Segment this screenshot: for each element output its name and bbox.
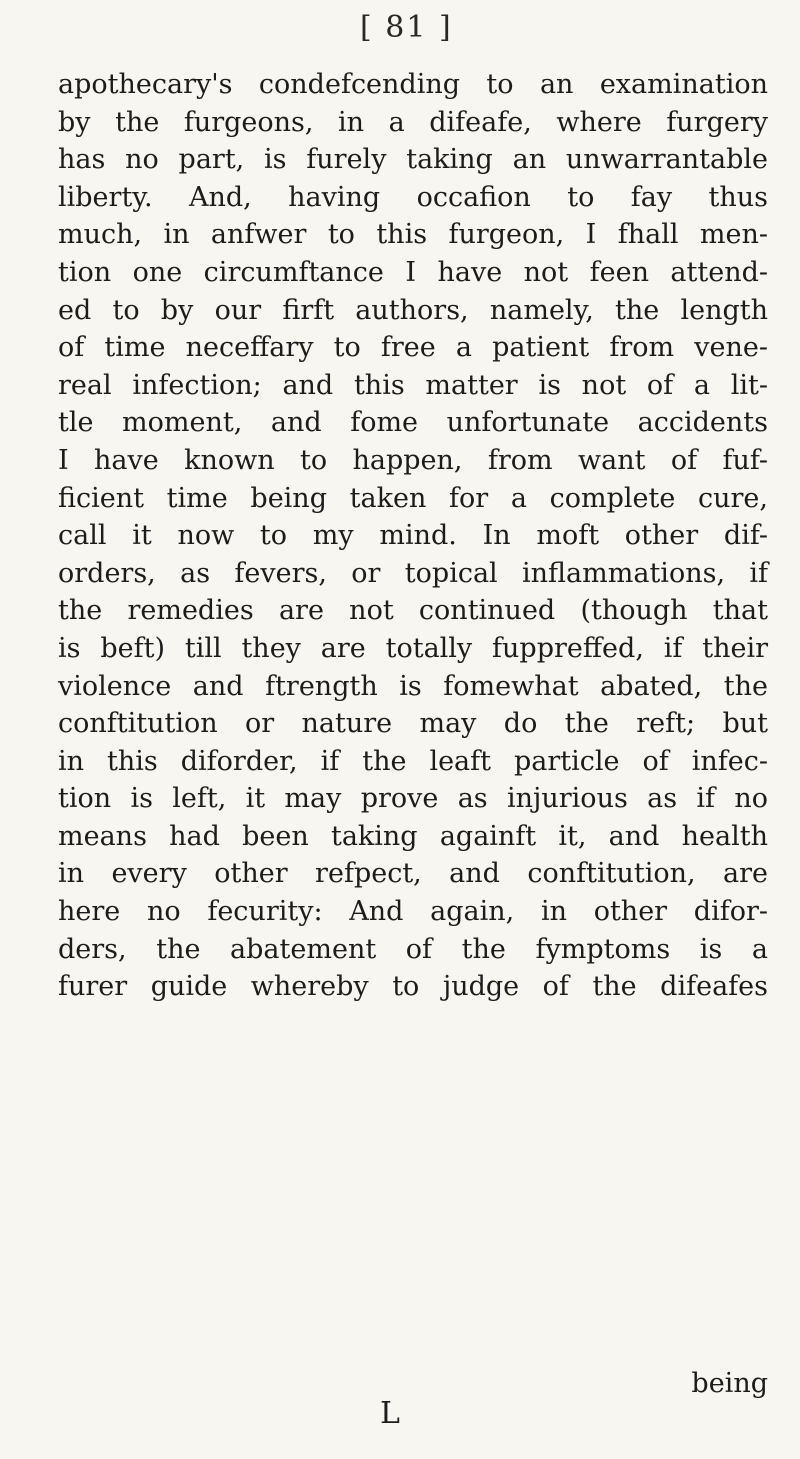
text-line: here no fecurity: And again, in other difor- [58, 896, 768, 928]
page-number: [ 81 ] [360, 10, 453, 45]
text-line: means had been taking againft it, and health [58, 820, 768, 852]
text-line: I have known to happen, from want of fuf- [58, 444, 768, 476]
text-line: call it now to my mind. In moft other dif- [58, 520, 768, 552]
text-line: orders, as fevers, or topical inflammations, if [58, 557, 768, 589]
text-line: the remedies are not continued (though that [58, 595, 768, 627]
signature-mark: L [380, 1396, 400, 1431]
page-footer [58, 1368, 768, 1448]
text-line: in this diforder, if the leaft particle of infec- [58, 745, 768, 777]
catchword: being [691, 1368, 768, 1399]
text-line: conftitution or nature may do the reft; but [58, 708, 768, 740]
text-line: of time neceffary to free a patient from vene- [58, 332, 768, 364]
text-line: is beft) till they are totally fuppreffed, if their [58, 632, 768, 664]
text-line: tle moment, and fome unfortunate accidents [58, 407, 768, 439]
text-line: ficient time being taken for a complete cure, [58, 482, 768, 514]
text-line: liberty. And, having occafion to fay thus [58, 181, 768, 213]
text-line: by the furgeons, in a difeafe, where furgery [58, 106, 768, 138]
text-line: ders, the abatement of the fymptoms is a [58, 933, 768, 965]
text-line: in every other refpect, and conftitution, are [58, 858, 768, 890]
body-text [58, 66, 768, 1006]
text-line: ed to by our firft authors, namely, the length [58, 294, 768, 326]
text-line: violence and ftrength is fomewhat abated, the [58, 670, 768, 702]
text-line: tion is left, it may prove as injurious as if no [58, 783, 768, 815]
text-line: real infection; and this matter is not of a lit- [58, 369, 768, 401]
text-line: tion one circumftance I have not feen attend- [58, 256, 768, 288]
text-line: has no part, is furely taking an unwarrantable [58, 144, 768, 176]
text-line: much, in anfwer to this furgeon, I fhall men- [58, 219, 768, 251]
text-line: furer guide whereby to judge of the difeafes [58, 971, 768, 1003]
text-line: apothecary's condefcending to an examination [58, 69, 768, 100]
